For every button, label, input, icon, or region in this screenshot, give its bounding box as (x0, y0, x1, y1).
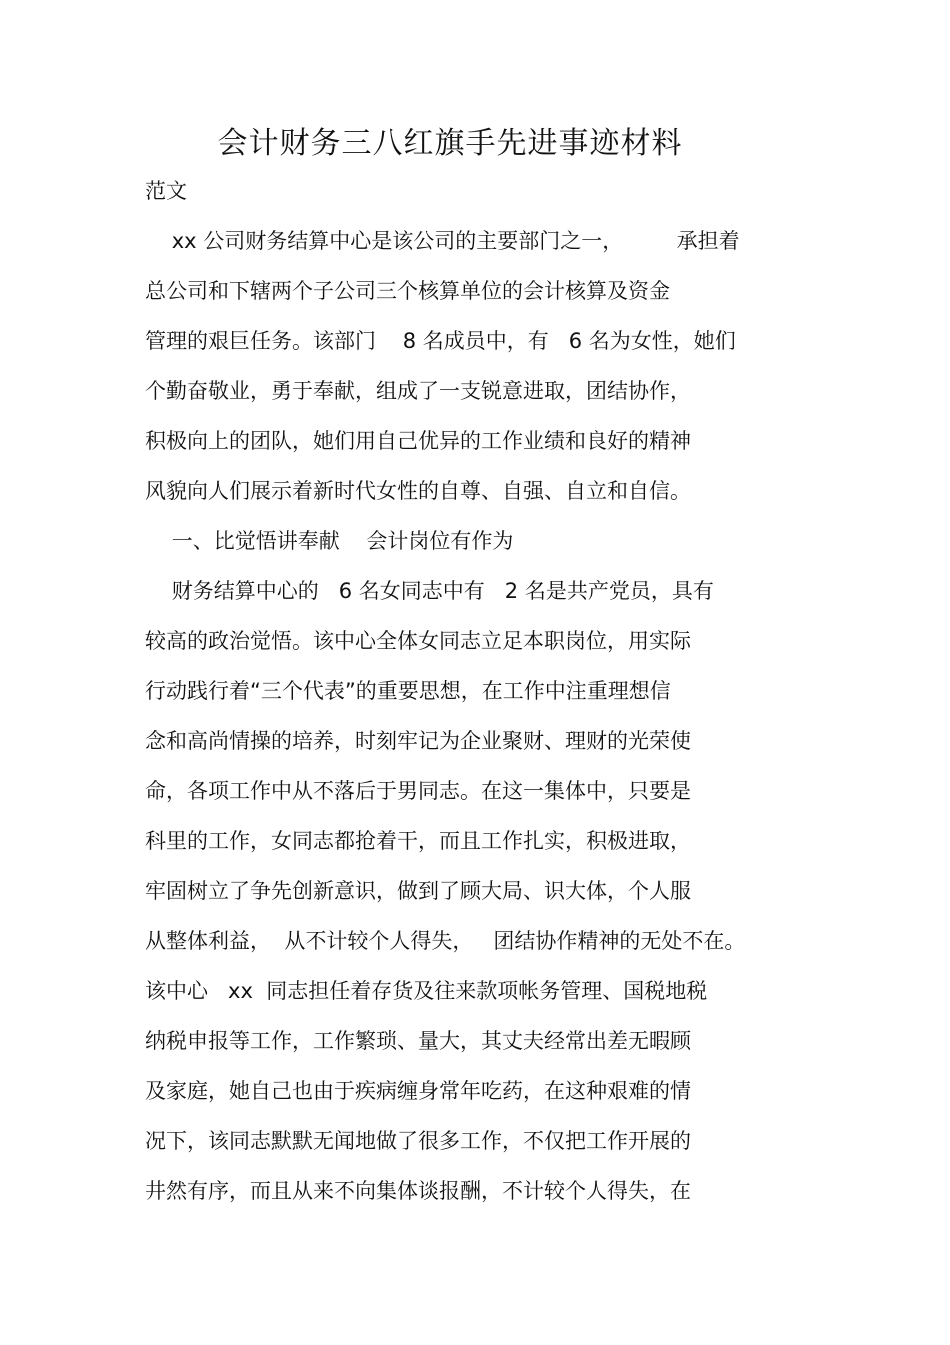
text-line: 井然有序，而且从来不向集体谈报酬，不计较个人得失，在 (145, 1179, 691, 1203)
text-line: 从整体利益， 从不计较个人得失， 团结协作精神的无处不在。 (145, 929, 746, 953)
text-line: 牢固树立了争先创新意识，做到了顾大局、识大体，个人服 (145, 879, 691, 903)
text-line: 积极向上的团队，她们用自己优异的工作业绩和良好的精神 (145, 429, 691, 453)
text-line: 纳税申报等工作，工作繁琐、量大，其丈夫经常出差无暇顾 (145, 1029, 691, 1053)
page-title: 会计财务三八红旗手先进事迹材料 (217, 126, 683, 161)
text-line: 况下，该同志默默无闻地做了很多工作，不仅把工作开展的 (145, 1129, 691, 1153)
section-heading: 一、比觉悟讲奉献 会计岗位有作为 (145, 529, 514, 553)
text-line: 风貌向人们展示着新时代女性的自尊、自强、自立和自信。 (145, 479, 691, 503)
text-line: 该中心 xx 同志担任着存货及往来款项帐务管理、国税地税 (145, 979, 708, 1003)
text-line: 及家庭，她自己也由于疾病缠身常年吃药，在这种艰难的情 (145, 1079, 691, 1103)
text-line: 较高的政治觉悟。该中心全体女同志立足本职岗位，用实际 (145, 629, 691, 653)
text-line: xx 公司财务结算中心是该公司的主要部门之一， 承担着 (145, 229, 740, 253)
text-line: 个勤奋敬业，勇于奉献，组成了一支锐意进取，团结协作， (145, 379, 691, 403)
text-line: 念和高尚情操的培养，时刻牢记为企业聚财、理财的光荣使 (145, 729, 691, 753)
text-line: 管理的艰巨任务。该部门 8 名成员中，有 6 名为女性，她们 (145, 329, 736, 353)
text-line: 财务结算中心的 6 名女同志中有 2 名是共产党员，具有 (145, 579, 714, 603)
text-line: 总公司和下辖两个子公司三个核算单位的会计核算及资金 (145, 279, 670, 303)
text-line: 行动践行着“三个代表”的重要思想，在工作中注重理想信 (145, 679, 671, 703)
text-line: 范文 (145, 179, 187, 203)
text-line: 命，各项工作中从不落后于男同志。在这一集体中，只要是 (145, 779, 691, 803)
text-line: 科里的工作，女同志都抢着干，而且工作扎实，积极进取， (145, 829, 691, 853)
